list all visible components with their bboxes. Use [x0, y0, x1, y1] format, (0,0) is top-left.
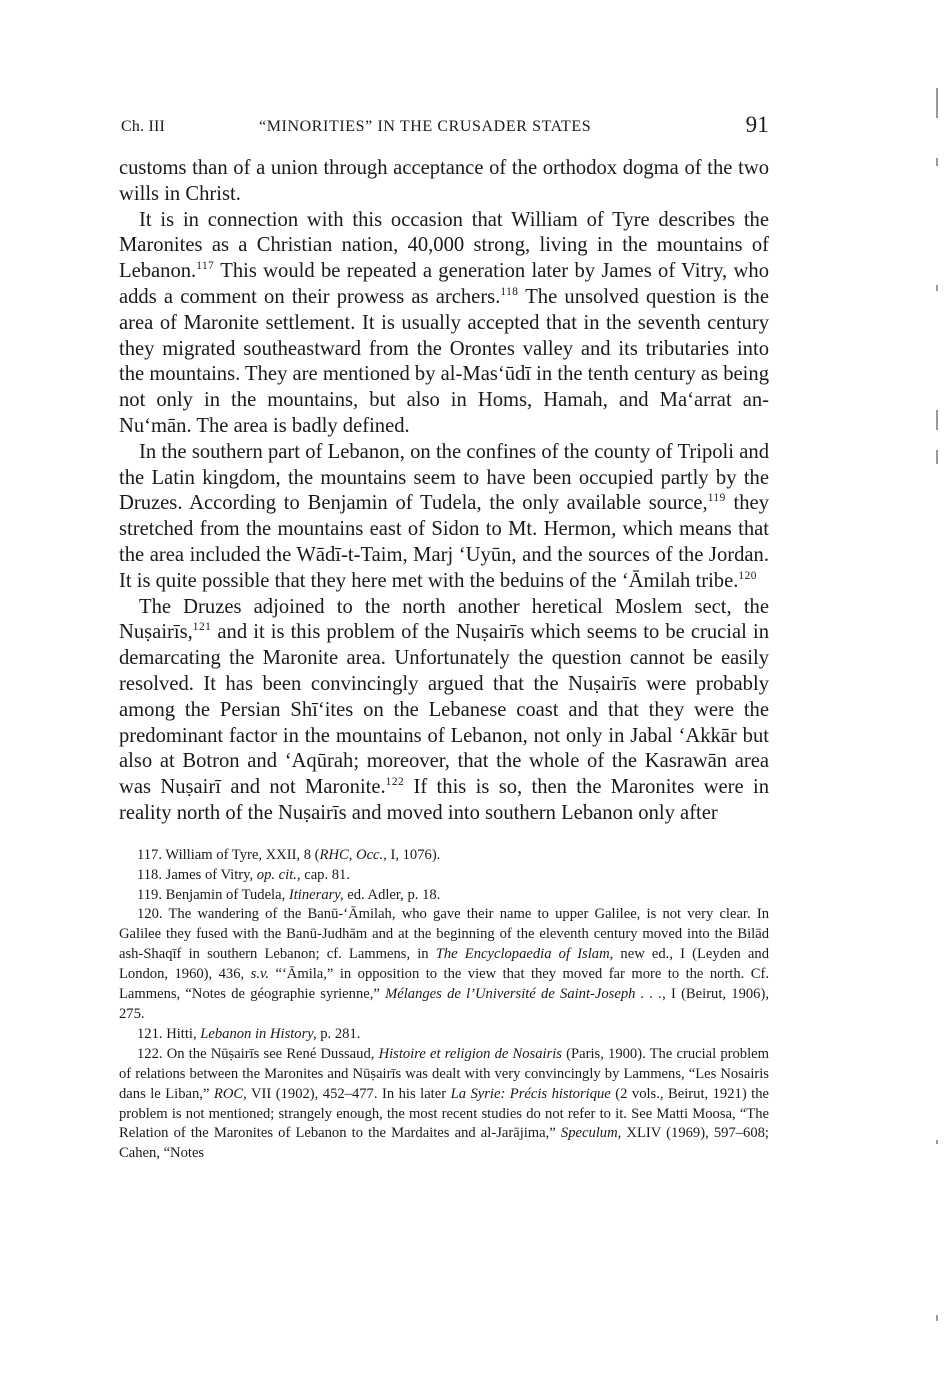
footnote	[119, 905, 769, 1024]
scan-margin-marks	[936, 70, 942, 1370]
page-number: 91	[745, 112, 769, 137]
footnote-ref: 122	[385, 776, 405, 789]
footnote	[119, 846, 769, 866]
footnote-ref: 121	[192, 621, 212, 634]
text-run: 122. On the Nūṣairīs see René Dussaud,	[137, 1045, 379, 1062]
running-head	[119, 112, 769, 146]
text-run: cap. 81.	[300, 866, 351, 883]
text-run: I, 1076).	[386, 846, 441, 863]
footnote-ref: 119	[707, 492, 726, 505]
footnote-ref: 118	[500, 286, 519, 299]
text-run: ed. Adler, p. 18.	[343, 886, 441, 903]
chapter-label: Ch. III	[121, 118, 166, 135]
footnote-ref: 117	[196, 260, 215, 273]
footnote	[119, 1045, 769, 1164]
text-run: 121. Hitti,	[137, 1025, 201, 1042]
text-run: new ed., I (Leyden and London, 1960), 436,	[119, 946, 769, 983]
italic-title: Itinerary,	[288, 886, 344, 903]
text-run: 119. Benjamin of Tudela,	[137, 886, 289, 903]
italic-title: Speculum,	[560, 1125, 622, 1142]
running-title: “MINORITIES” IN THE CRUSADER STATES	[259, 118, 592, 135]
paragraph	[119, 156, 769, 208]
text-run: In the southern part of Lebanon, on the confines of the county of Tripoli and the Latin kingdom, the mountains seem to have been occupied partly by the Druzes. According to Benjamin of Tudela, the only available source,	[119, 440, 769, 515]
text-run: The Druzes adjoined to the north another heretical Moslem sect, the Nuṣairīs,	[119, 595, 769, 644]
italic-title: Lebanon in History,	[200, 1025, 317, 1042]
main-text	[119, 156, 769, 827]
italic-title: Histoire et religion de Nosairis	[378, 1045, 562, 1062]
footnote	[119, 866, 769, 886]
italic-title: The Encyclopaedia of Islam,	[435, 946, 614, 963]
footnote	[119, 1025, 769, 1045]
text-run: and it is this problem of the Nuṣairīs which seems to be crucial in demarcating the Maronite area. Unfortunately the question cannot be easily resolved. It has been convincingly argued that the Nuṣairīs were probably among the Persian Shī‘ites on the Lebanese coast and that they were the predominant factor in the mountains of Lebanon, not only in Jabal ‘Akkār but also at Botron and ‘Aqūrah; moreover, that the whole of the Kasrawān area was Nuṣairī and not Maronite.	[119, 621, 769, 799]
italic-title: La Syrie: Précis historique	[450, 1085, 611, 1102]
text-run: 120. The wandering of the Banū-‘Āmilah, who gave their name to upper Galilee, is not very clear. In Galilee they fused with the Banū-Judhām and at the beginning of the eleventh century moved into the Bilād ash-Shaqīf in southern Lebanon; cf. Lammens, in	[119, 906, 769, 963]
paragraph	[119, 440, 769, 595]
text-run: The unsolved question is the area of Maronite settlement. It is usually accepted that in the seventh century they migrated southeastward from the Orontes valley and its tributaries into the mountains. They are mentioned by al-Mas‘ūdī in the tenth century as being not only in the mountains, but also in Homs, Hamah, and Ma‘arrat an-Nu‘mān. The area is badly defined.	[119, 285, 769, 437]
paragraph	[119, 595, 769, 827]
text-run: “‘Āmila,” in opposition to the view that they moved far more to the north. Cf. Lammens, “Notes de géographie syrienne,”	[119, 966, 769, 1003]
text-run: I (Beirut, 1906), 275.	[119, 986, 769, 1022]
italic-title: s.v.	[250, 966, 270, 983]
text-run: customs than of a union through acceptance of the orthodox dogma of the two wills in Christ.	[119, 157, 769, 205]
text-run: (2 vols., Beirut, 1921) the problem is not mentioned; strangely enough, the most recent studies do not refer to it. See Matti Moosa, “The Relation of the Maronites of Lebanon to the Mardaites and al-Jarājima,”	[119, 1085, 769, 1142]
text-run: 117. William of Tyre, XXII, 8 (	[137, 846, 320, 863]
text-run: This would be repeated a generation later by James of Vitry, who adds a comment on their prowess as archers.	[119, 260, 769, 308]
text-run: XLIV (1969), 597–608; Cahen, “Notes	[119, 1125, 769, 1162]
footnotes	[119, 846, 769, 1165]
paragraph	[119, 208, 769, 440]
text-run: VII (1902), 452–477. In his later	[246, 1085, 451, 1102]
italic-title: ROC,	[213, 1085, 247, 1102]
footnote-ref: 120	[738, 569, 757, 582]
text-run: If this is so, then the Maronites were in reality north of the Nuṣairīs and moved into southern Lebanon only after	[119, 776, 769, 824]
text-run: p. 281.	[316, 1025, 361, 1042]
footnote	[119, 886, 769, 906]
italic-title: op. cit.,	[256, 866, 301, 883]
italic-title: Mélanges de l’Université de Saint-Joseph . . .,	[385, 986, 666, 1003]
text-run: (Paris, 1900). The crucial problem of relations between the Maronites and Nūṣairīs was dealt with very convincingly by Lammens, “Les Nosairis dans le Liban,”	[119, 1045, 769, 1102]
italic-title: RHC, Occ.,	[319, 846, 387, 863]
text-run: It is in connection with this occasion that William of Tyre describes the Maronites as a Christian nation, 40,000 strong, living in the mountains of Lebanon.	[119, 208, 769, 283]
book-page	[119, 112, 769, 1164]
text-run: 118. James of Vitry,	[137, 866, 257, 883]
text-run: they stretched from the mountains east of Sidon to Mt. Hermon, which means that the area included the Wādī-t-Taim, Marj ‘Uyūn, and the sources of the Jordan. It is quite possible that they here met with the beduins of the ‘Āmilah tribe.	[119, 492, 769, 592]
